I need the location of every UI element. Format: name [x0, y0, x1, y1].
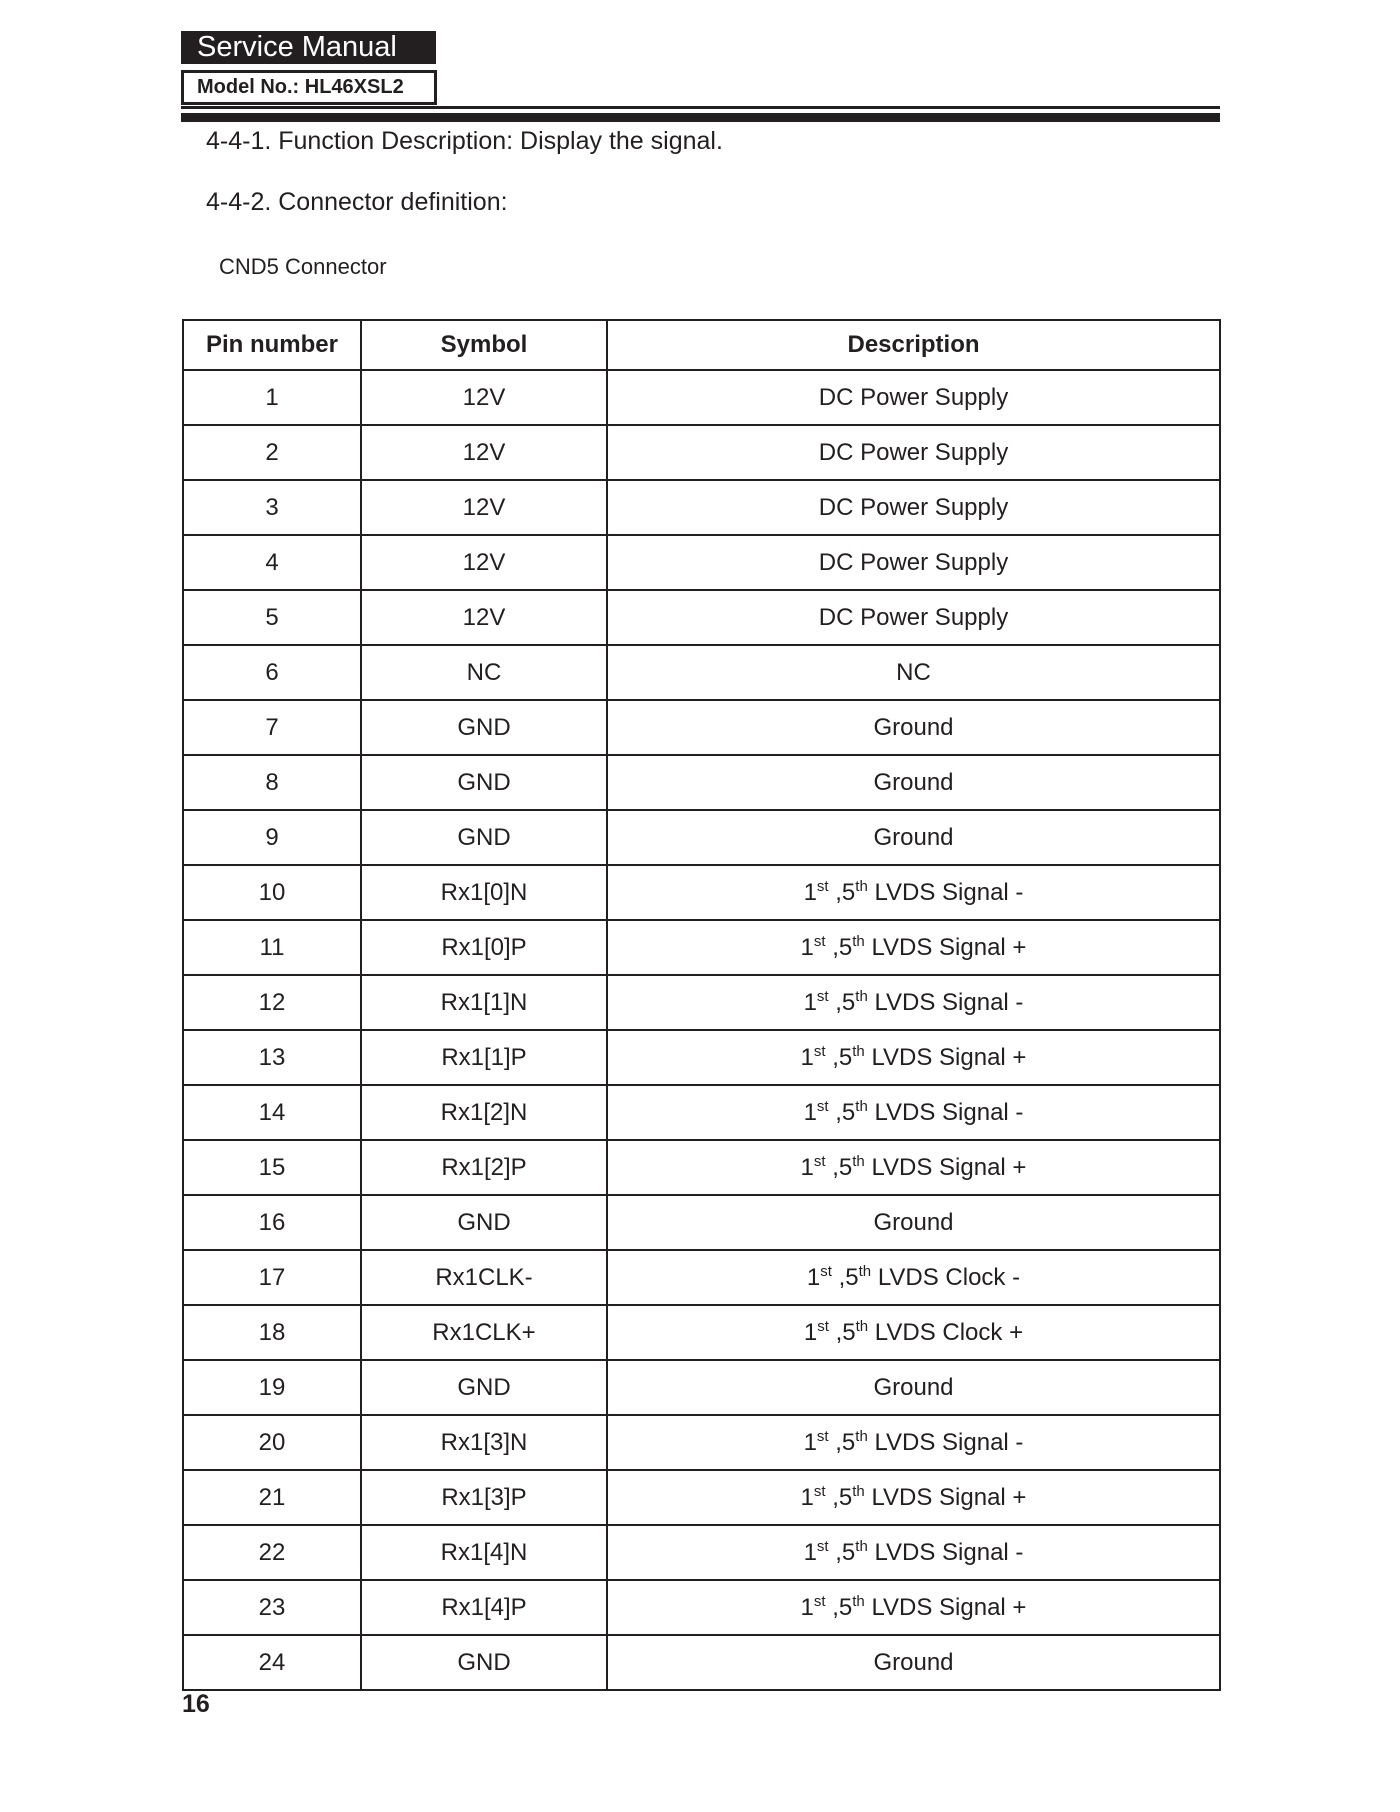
description-text: LVDS Clock + [868, 1318, 1024, 1346]
description-cell [607, 1580, 1220, 1635]
symbol-cell: GND [361, 1360, 607, 1415]
pin-number-cell: 4 [183, 535, 361, 590]
description-cell [607, 1085, 1220, 1140]
description-cell [607, 1030, 1220, 1085]
table-row [183, 700, 1220, 755]
description-cell: DC Power Supply [607, 370, 1220, 425]
column-header-description: Description [607, 320, 1220, 370]
ordinal-suffix: st [816, 877, 829, 895]
symbol-cell: 12V [361, 425, 607, 480]
symbol-cell: GND [361, 1635, 607, 1690]
model-number-box [181, 70, 437, 105]
description-text: 1 [803, 1538, 817, 1566]
symbol-cell: Rx1[0]N [361, 865, 607, 920]
description-text: 1 [803, 1318, 818, 1346]
ordinal-suffix: st [813, 1592, 826, 1610]
pin-number-cell: 22 [183, 1525, 361, 1580]
ordinal-suffix: th [852, 1482, 865, 1500]
pin-number-cell: 17 [183, 1250, 361, 1305]
table-row [183, 1030, 1220, 1085]
description-cell [607, 975, 1220, 1030]
table-row [183, 535, 1220, 590]
connector-name: CND5 Connector [219, 254, 387, 279]
ordinal-suffix: th [855, 1427, 868, 1445]
description-text: ,5 [825, 1153, 853, 1181]
manual-title: Service Manual [197, 31, 397, 63]
pin-number-cell: 6 [183, 645, 361, 700]
description-cell [607, 1250, 1220, 1305]
pin-number-cell: 16 [183, 1195, 361, 1250]
ordinal-suffix: st [813, 932, 826, 950]
description-text: ,5 [828, 1538, 856, 1566]
description-text: 1 [806, 1263, 821, 1291]
function-description-heading: 4-4-1. Function Description: Display the signal. [206, 127, 723, 155]
description-text: 1 [800, 1593, 814, 1621]
table-header-row [183, 320, 1220, 370]
pin-number-cell: 9 [183, 810, 361, 865]
ordinal-suffix: st [813, 1042, 826, 1060]
description-cell: DC Power Supply [607, 535, 1220, 590]
symbol-cell: NC [361, 645, 607, 700]
connector-pin-table [182, 319, 1221, 1691]
ordinal-suffix: th [855, 1317, 869, 1335]
table-row [183, 1415, 1220, 1470]
pin-number-cell: 7 [183, 700, 361, 755]
description-cell: DC Power Supply [607, 425, 1220, 480]
symbol-cell: Rx1[1]N [361, 975, 607, 1030]
pin-number-cell: 5 [183, 590, 361, 645]
description-text: LVDS Signal - [867, 1098, 1024, 1126]
ordinal-suffix: th [852, 1042, 865, 1060]
pin-number-cell: 14 [183, 1085, 361, 1140]
pin-number-cell: 20 [183, 1415, 361, 1470]
table-row [183, 1250, 1220, 1305]
ordinal-suffix: st [813, 1482, 826, 1500]
symbol-cell: GND [361, 755, 607, 810]
ordinal-suffix: st [820, 1262, 832, 1280]
symbol-cell: Rx1[2]P [361, 1140, 607, 1195]
pin-number-cell: 10 [183, 865, 361, 920]
ordinal-suffix: th [852, 1152, 865, 1170]
symbol-cell: Rx1CLK+ [361, 1305, 607, 1360]
pin-number-cell: 11 [183, 920, 361, 975]
description-text: ,5 [828, 988, 856, 1016]
description-cell: Ground [607, 1360, 1220, 1415]
description-text: LVDS Clock - [871, 1263, 1021, 1291]
ordinal-suffix: st [816, 1427, 829, 1445]
description-text: 1 [800, 1153, 814, 1181]
description-text: 1 [803, 1098, 817, 1126]
description-cell [607, 865, 1220, 920]
table-row [183, 1525, 1220, 1580]
table-row [183, 1195, 1220, 1250]
description-text: ,5 [825, 933, 853, 961]
table-row [183, 645, 1220, 700]
ordinal-suffix: st [817, 1317, 829, 1335]
symbol-cell: 12V [361, 590, 607, 645]
description-cell [607, 1525, 1220, 1580]
description-text: LVDS Signal + [864, 933, 1027, 961]
table-row [183, 865, 1220, 920]
description-text: LVDS Signal + [864, 1153, 1027, 1181]
description-text: ,5 [825, 1593, 853, 1621]
description-text: ,5 [828, 1098, 856, 1126]
description-text: LVDS Signal + [864, 1593, 1027, 1621]
ordinal-suffix: st [816, 1097, 829, 1115]
description-cell: NC [607, 645, 1220, 700]
description-cell [607, 1415, 1220, 1470]
description-cell: Ground [607, 1195, 1220, 1250]
pin-number-cell: 23 [183, 1580, 361, 1635]
description-cell: DC Power Supply [607, 480, 1220, 535]
connector-definition-heading: 4-4-2. Connector definition: [206, 188, 508, 216]
symbol-cell: Rx1[2]N [361, 1085, 607, 1140]
pin-number-cell: 21 [183, 1470, 361, 1525]
ordinal-suffix: th [855, 987, 868, 1005]
ordinal-suffix: st [816, 1537, 829, 1555]
ordinal-suffix: th [855, 1097, 868, 1115]
symbol-cell: Rx1[3]N [361, 1415, 607, 1470]
page-number: 16 [182, 1690, 210, 1718]
description-text: ,5 [828, 878, 856, 906]
ordinal-suffix: th [852, 1592, 865, 1610]
symbol-cell: Rx1[1]P [361, 1030, 607, 1085]
pin-number-cell: 8 [183, 755, 361, 810]
table-row [183, 480, 1220, 535]
pin-number-cell: 18 [183, 1305, 361, 1360]
symbol-cell: Rx1[3]P [361, 1470, 607, 1525]
description-text: ,5 [828, 1318, 856, 1346]
symbol-cell: 12V [361, 480, 607, 535]
description-cell: Ground [607, 1635, 1220, 1690]
description-text: LVDS Signal - [867, 1538, 1024, 1566]
ordinal-suffix: st [816, 987, 829, 1005]
table-row [183, 370, 1220, 425]
symbol-cell: Rx1[0]P [361, 920, 607, 975]
model-number: Model No.: HL46XSL2 [197, 76, 404, 98]
pin-number-cell: 3 [183, 480, 361, 535]
description-text: 1 [800, 933, 814, 961]
symbol-cell: GND [361, 810, 607, 865]
table-row [183, 975, 1220, 1030]
table-row [183, 590, 1220, 645]
pin-number-cell: 19 [183, 1360, 361, 1415]
pin-number-cell: 1 [183, 370, 361, 425]
table-row [183, 1085, 1220, 1140]
description-text: LVDS Signal + [864, 1483, 1027, 1511]
symbol-cell: Rx1[4]N [361, 1525, 607, 1580]
ordinal-suffix: th [855, 1537, 868, 1555]
description-text: 1 [803, 878, 817, 906]
table-row [183, 1635, 1220, 1690]
description-text: ,5 [831, 1263, 859, 1291]
symbol-cell: 12V [361, 535, 607, 590]
table-row [183, 1580, 1220, 1635]
description-text: LVDS Signal + [864, 1043, 1027, 1071]
description-cell: Ground [607, 810, 1220, 865]
description-text: LVDS Signal - [867, 988, 1024, 1016]
description-text: ,5 [825, 1483, 853, 1511]
symbol-cell: 12V [361, 370, 607, 425]
description-cell [607, 1305, 1220, 1360]
symbol-cell: Rx1[4]P [361, 1580, 607, 1635]
table-row [183, 1360, 1220, 1415]
description-cell: Ground [607, 700, 1220, 755]
pin-number-cell: 12 [183, 975, 361, 1030]
ordinal-suffix: th [852, 932, 865, 950]
ordinal-suffix: th [855, 877, 868, 895]
pin-number-cell: 2 [183, 425, 361, 480]
ordinal-suffix: th [858, 1262, 872, 1280]
pin-number-cell: 24 [183, 1635, 361, 1690]
description-cell: Ground [607, 755, 1220, 810]
pin-number-cell: 13 [183, 1030, 361, 1085]
description-text: 1 [800, 1483, 814, 1511]
description-text: ,5 [825, 1043, 853, 1071]
table-row [183, 1305, 1220, 1360]
table-row [183, 1140, 1220, 1195]
description-cell [607, 1140, 1220, 1195]
description-text: 1 [800, 1043, 814, 1071]
table-row [183, 425, 1220, 480]
description-text: 1 [803, 988, 817, 1016]
description-cell [607, 1470, 1220, 1525]
column-header-symbol: Symbol [361, 320, 607, 370]
table-row [183, 810, 1220, 865]
description-text: LVDS Signal - [867, 878, 1024, 906]
description-cell: DC Power Supply [607, 590, 1220, 645]
symbol-cell: GND [361, 1195, 607, 1250]
symbol-cell: GND [361, 700, 607, 755]
description-text: LVDS Signal - [867, 1428, 1024, 1456]
description-text: 1 [803, 1428, 817, 1456]
manual-title-banner [181, 31, 436, 64]
header-rule-thick [181, 113, 1220, 122]
table-row [183, 920, 1220, 975]
description-text: ,5 [828, 1428, 856, 1456]
pin-number-cell: 15 [183, 1140, 361, 1195]
header-rule-thin [181, 106, 1220, 109]
column-header-pin: Pin number [183, 320, 361, 370]
table-row [183, 755, 1220, 810]
ordinal-suffix: st [813, 1152, 826, 1170]
table-row [183, 1470, 1220, 1525]
symbol-cell: Rx1CLK- [361, 1250, 607, 1305]
description-cell [607, 920, 1220, 975]
